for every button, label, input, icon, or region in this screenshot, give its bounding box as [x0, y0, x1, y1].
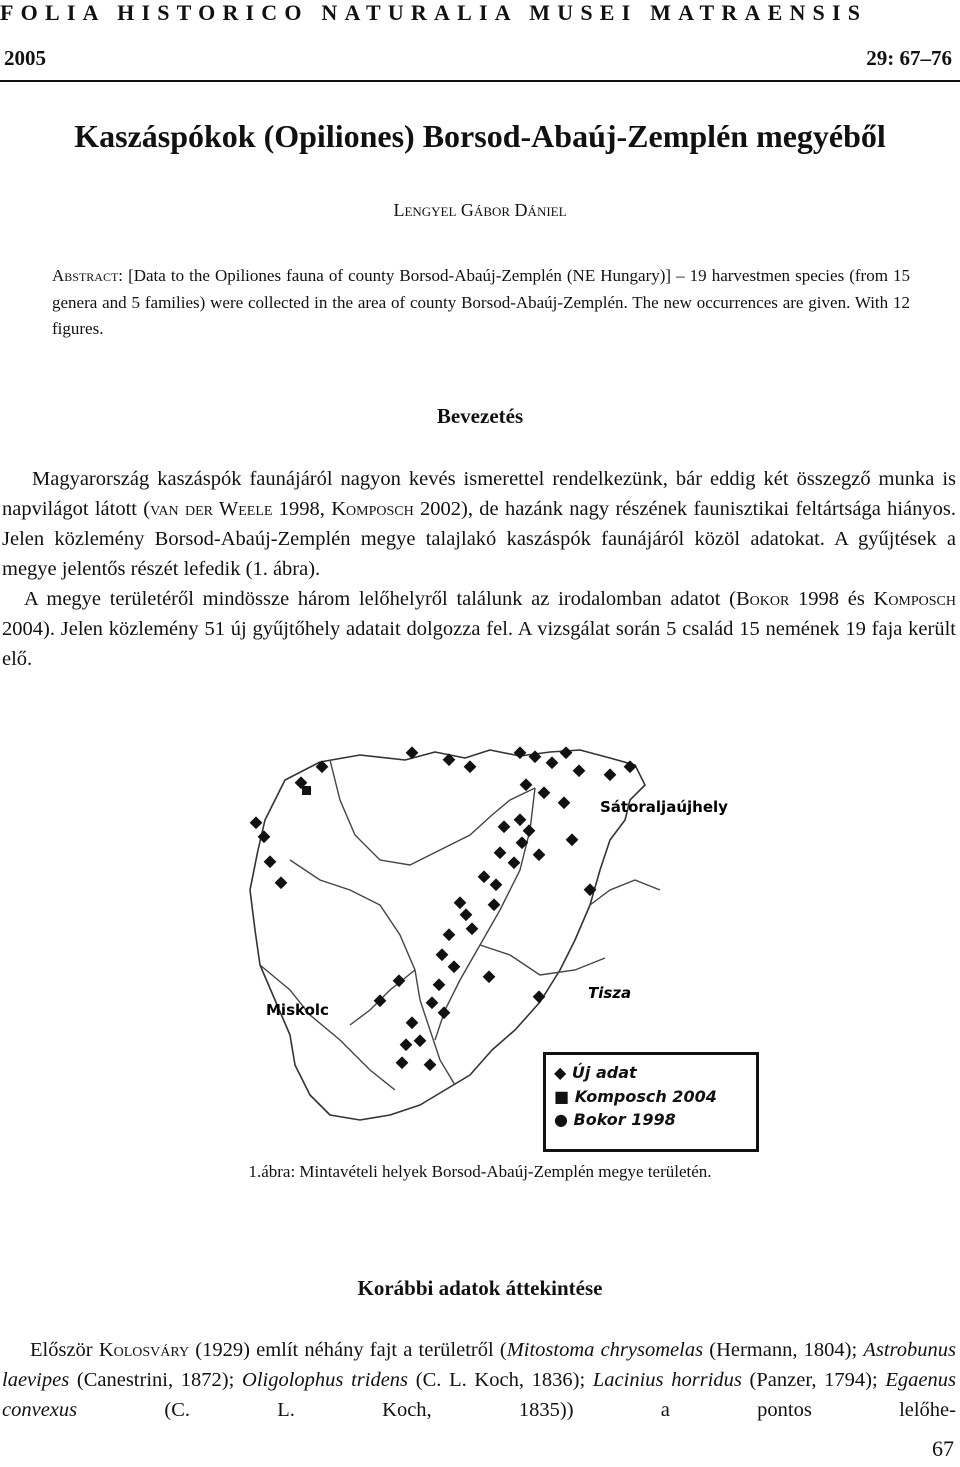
map-legend [543, 1052, 759, 1152]
species-1: Mitostoma chrysomelas [506, 1339, 704, 1361]
ref-komposch-2004: Komposch [873, 588, 957, 610]
prior-paragraph: Először Kolosváry (1929) említ néhány fajt a területről (Mitostoma chrysomelas (Hermann, 1804); Astrobunus laevipes (Canestrini, 1872); Oligolophus tridens (C. L. Koch, 1836); Lacinius horridus (Panzer, 1794); Egaenus convexus (C. L. Koch, 1835)) a pontos lelőhe- [2, 1339, 956, 1421]
species-2: Astrobunus laevipes [2, 1339, 956, 1391]
intro-heading: Bevezetés [436, 404, 524, 428]
diamond-icon: ◆ [554, 1063, 567, 1082]
prior-heading-wrap [0, 1276, 960, 1301]
page-number: 67 [932, 1436, 954, 1461]
intro-section [2, 464, 956, 674]
abstract-text: [Data to the Opiliones fauna of county Borsod-Abaúj-Zemplén (NE Hungary)] – 19 harvestmen species (from 15 genera and 5 families) were collected in the area of county Borsod-Abaúj-Zemplén. The new occurrences are given. With 12 figures. [52, 266, 910, 338]
legend-bokor: ● Bokor 1998 [554, 1110, 676, 1129]
dot-icon: ● [554, 1110, 568, 1129]
square-icon: ■ [554, 1087, 570, 1106]
article-title: Kaszáspókok (Opiliones) Borsod-Abaúj-Zemplén megyéből [74, 118, 886, 154]
ref-kolosvary: Kolosváry [98, 1339, 190, 1361]
header-rule [0, 80, 960, 82]
intro-paragraph-2: A megye területéről mindössze három lelőhelyről találunk az irodalomban adatot (Bokor 1998 és Komposch 2004). Jelen közlemény 51 új gyűjtőhely adatait dolgozza fel. A vizsgálat során 5 család 15 nemének 19 faja került elő. [2, 588, 957, 670]
label-satoraljaujhely: Sátoraljaújhely [600, 798, 728, 816]
prior-section [2, 1335, 956, 1425]
figure-caption: 1.ábra: Mintavételi helyek Borsod-Abaúj-Zemplén megye területén. [248, 1162, 712, 1181]
ref-bokor: Bokor [736, 588, 790, 610]
legend-new: ◆ Új adat [554, 1063, 637, 1082]
new-record-points [250, 746, 637, 1071]
ref-komposch-2002: Komposch [331, 498, 414, 520]
prior-heading: Korábbi adatok áttekintése [357, 1276, 603, 1300]
label-tisza: Tisza [588, 984, 632, 1002]
species-3: Oligolophus tridens [242, 1369, 409, 1391]
species-5: Egaenus convexus [2, 1369, 956, 1421]
ref-van-der-weele: van der Weele [150, 498, 273, 520]
journal-title: FOLIA HISTORICO NATURALIA MUSEI MATRAENSIS [0, 0, 868, 25]
journal-year: 2005 [4, 46, 46, 70]
species-4: Lacinius horridus [592, 1369, 742, 1391]
abstract-label: Abstract: [52, 266, 124, 285]
article-author: Lengyel Gábor Dániel [393, 200, 567, 220]
label-miskolc: Miskolc [266, 1001, 329, 1019]
abstract [52, 263, 910, 343]
legend-komposch: ■ Komposch 2004 [554, 1087, 717, 1106]
intro-heading-wrap [0, 404, 960, 429]
journal-pages: 29: 67–76 [866, 46, 952, 70]
intro-paragraph-1: Magyarország kaszáspók faunájáról nagyon kevés ismerettel rendelkezünk, bár eddig két összegző munka is napvilágot látott (van der Weele 1998, Komposch 2002), de hazánk nagy részének faunisztikai feltártsága hiányos. Jelen közlemény Borsod-Abaúj-Zemplén megye talajlakó kaszáspók faunájáról közöl adatokat. A gyűjtések a megye jelentős részét lefedik (1. ábra). [2, 468, 956, 580]
komposch-2004-point [302, 786, 311, 795]
